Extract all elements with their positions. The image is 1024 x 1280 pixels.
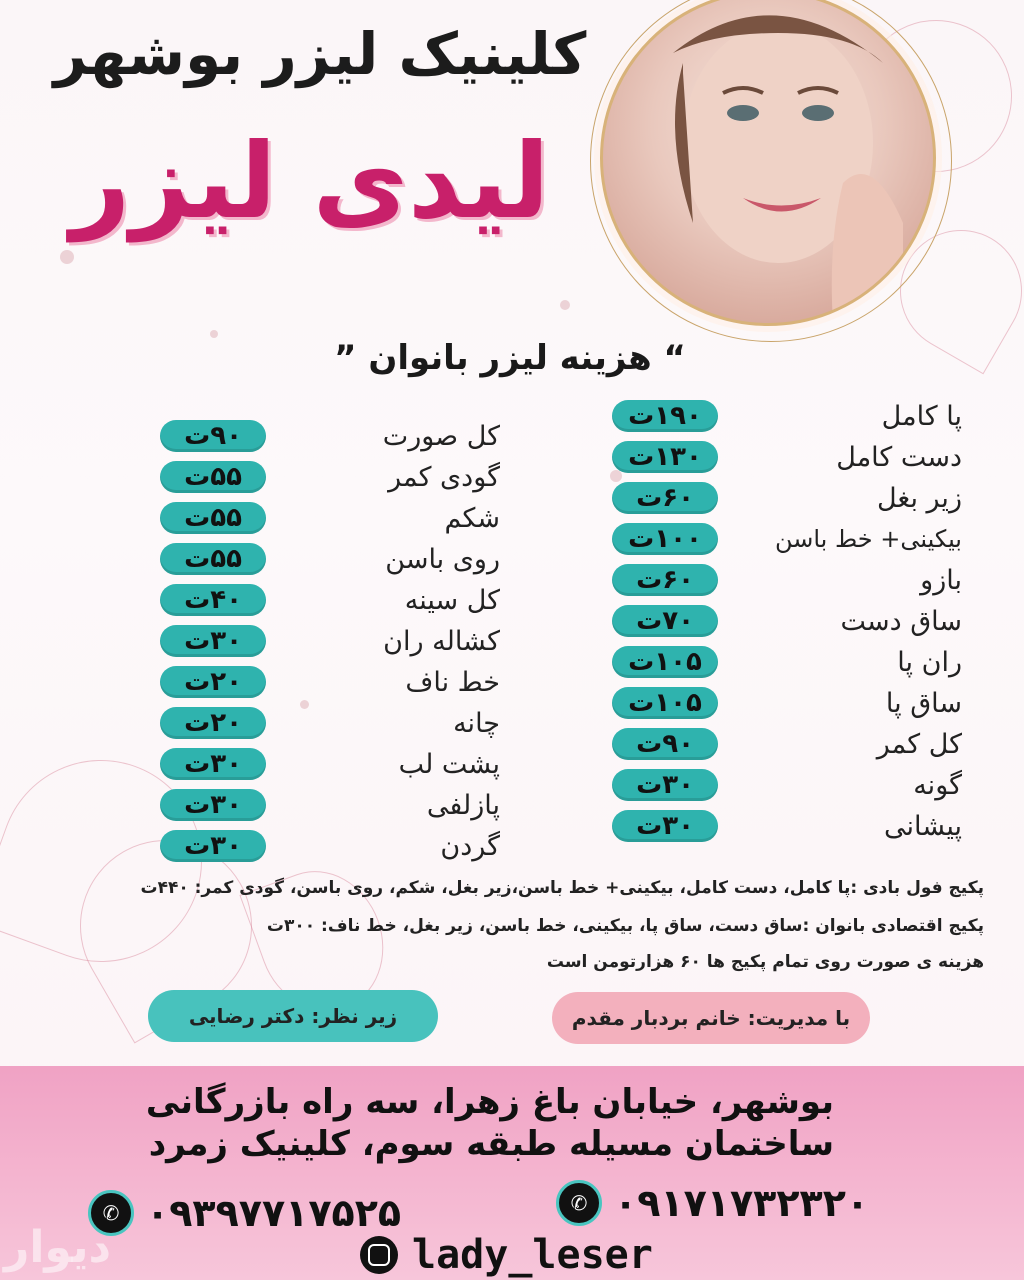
price-row bbox=[612, 480, 962, 516]
price-pill: ۱۰۰ت bbox=[612, 523, 718, 555]
price-pill: ۱۹۰ت bbox=[612, 400, 718, 432]
price-pill: ۷۰ت bbox=[612, 605, 718, 637]
decor-speck bbox=[560, 300, 570, 310]
management-badge: با مدیریت: خانم بردبار مقدم bbox=[552, 992, 870, 1044]
price-row bbox=[612, 685, 962, 721]
price-label: روی باسن bbox=[385, 543, 500, 575]
phone-2[interactable] bbox=[88, 1190, 401, 1236]
price-label: ران پا bbox=[897, 646, 962, 678]
price-pill: ۳۰ت bbox=[160, 625, 266, 657]
model-photo bbox=[600, 0, 936, 326]
price-label: بیکینی+ خط باسن bbox=[774, 525, 962, 553]
instagram-handle[interactable]: lady_leser bbox=[412, 1232, 653, 1278]
price-pill: ۳۰ت bbox=[160, 789, 266, 821]
price-pill: ۶۰ت bbox=[612, 482, 718, 514]
price-row bbox=[612, 603, 962, 639]
phone-icon: ✆ bbox=[556, 1180, 602, 1226]
price-row bbox=[160, 787, 500, 823]
price-label: زیر بغل bbox=[876, 482, 962, 514]
price-pill: ۵۵ت bbox=[160, 543, 266, 575]
price-row bbox=[160, 828, 500, 864]
price-pill: ۲۰ت bbox=[160, 666, 266, 698]
price-row bbox=[612, 398, 962, 434]
package-full-body: پکیج فول بادی :پا کامل، دست کامل، بیکینی+ خط باسن،زیر بغل، شکم، روی باسن، گودی کمر: ۴۴۰ت bbox=[140, 878, 984, 898]
price-row bbox=[612, 726, 962, 762]
price-row bbox=[612, 521, 962, 557]
price-row bbox=[612, 808, 962, 844]
price-label: گونه bbox=[913, 769, 962, 801]
phone-number-1[interactable]: ۰۹۱۷۱۷۳۲۳۲۰ bbox=[614, 1181, 870, 1225]
price-label: کشاله ران bbox=[383, 625, 500, 657]
phone-number-2[interactable]: ۰۹۳۹۷۷۱۷۵۲۵ bbox=[146, 1191, 402, 1235]
price-pill: ۱۳۰ت bbox=[612, 441, 718, 473]
price-label: گردن bbox=[440, 830, 500, 862]
phone-1[interactable] bbox=[556, 1180, 869, 1226]
price-label: کل کمر bbox=[876, 728, 962, 760]
price-row bbox=[160, 500, 500, 536]
price-label: چانه bbox=[453, 707, 500, 739]
price-row bbox=[612, 644, 962, 680]
price-label: پیشانی bbox=[884, 810, 962, 842]
decor-speck bbox=[60, 250, 74, 264]
price-pill: ۴۰ت bbox=[160, 584, 266, 616]
price-label: شکم bbox=[444, 502, 500, 534]
price-label: پشت لب bbox=[398, 748, 500, 780]
price-pill: ۳۰ت bbox=[612, 810, 718, 842]
price-row bbox=[160, 459, 500, 495]
clinic-name: کلینیک لیزر بوشهر bbox=[53, 20, 587, 88]
price-pill: ۵۵ت bbox=[160, 461, 266, 493]
price-label: دست کامل bbox=[836, 441, 962, 473]
price-label: ساق دست bbox=[840, 605, 962, 637]
package-economy: پکیج اقتصادی بانوان :ساق دست، ساق پا، بیکینی، خط باسن، زیر بغل، خط ناف: ۳۰۰ت bbox=[266, 916, 984, 936]
price-pill: ۳۰ت bbox=[612, 769, 718, 801]
price-row bbox=[160, 705, 500, 741]
price-label: بازو bbox=[920, 564, 962, 596]
instagram-link[interactable] bbox=[360, 1232, 653, 1278]
price-row bbox=[160, 664, 500, 700]
price-row bbox=[160, 541, 500, 577]
price-label: پازلفی bbox=[426, 789, 500, 821]
price-pill: ۶۰ت bbox=[612, 564, 718, 596]
price-pill: ۵۵ت bbox=[160, 502, 266, 534]
address-line-2: ساختمان مسیله طبقه سوم، کلینیک زمرد bbox=[148, 1124, 834, 1164]
price-row bbox=[160, 746, 500, 782]
price-label: خط ناف bbox=[405, 666, 500, 698]
price-pill: ۲۰ت bbox=[160, 707, 266, 739]
price-pill: ۹۰ت bbox=[612, 728, 718, 760]
supervisor-badge: زیر نظر: دکتر رضایی bbox=[148, 990, 438, 1042]
address-line-1: بوشهر، خیابان باغ زهرا، سه راه بازرگانی bbox=[145, 1082, 834, 1122]
price-label: گودی کمر bbox=[388, 461, 500, 493]
price-row bbox=[612, 767, 962, 803]
instagram-icon bbox=[360, 1236, 398, 1274]
price-list-title: “ هزینه لیزر بانوان ” bbox=[334, 338, 686, 378]
decor-speck bbox=[210, 330, 218, 338]
price-row bbox=[160, 582, 500, 618]
price-label: پا کامل bbox=[881, 400, 962, 432]
price-pill: ۱۰۵ت bbox=[612, 687, 718, 719]
price-row bbox=[160, 418, 500, 454]
price-label: کل سینه bbox=[404, 584, 500, 616]
package-face-note: هزینه ی صورت روی تمام پکیج ها ۶۰ هزارتومن است bbox=[546, 952, 984, 972]
face-illustration bbox=[603, 0, 933, 323]
brand-name: لیدی لیزر bbox=[70, 120, 550, 242]
price-label: ساق پا bbox=[885, 687, 962, 719]
phone-icon: ✆ bbox=[88, 1190, 134, 1236]
price-pill: ۹۰ت bbox=[160, 420, 266, 452]
price-row bbox=[160, 623, 500, 659]
price-pill: ۳۰ت bbox=[160, 830, 266, 862]
price-pill: ۱۰۵ت bbox=[612, 646, 718, 678]
price-row bbox=[612, 562, 962, 598]
watermark-logo: دیوار bbox=[4, 1222, 112, 1273]
price-label: کل صورت bbox=[382, 420, 500, 452]
price-pill: ۳۰ت bbox=[160, 748, 266, 780]
price-row bbox=[612, 439, 962, 475]
